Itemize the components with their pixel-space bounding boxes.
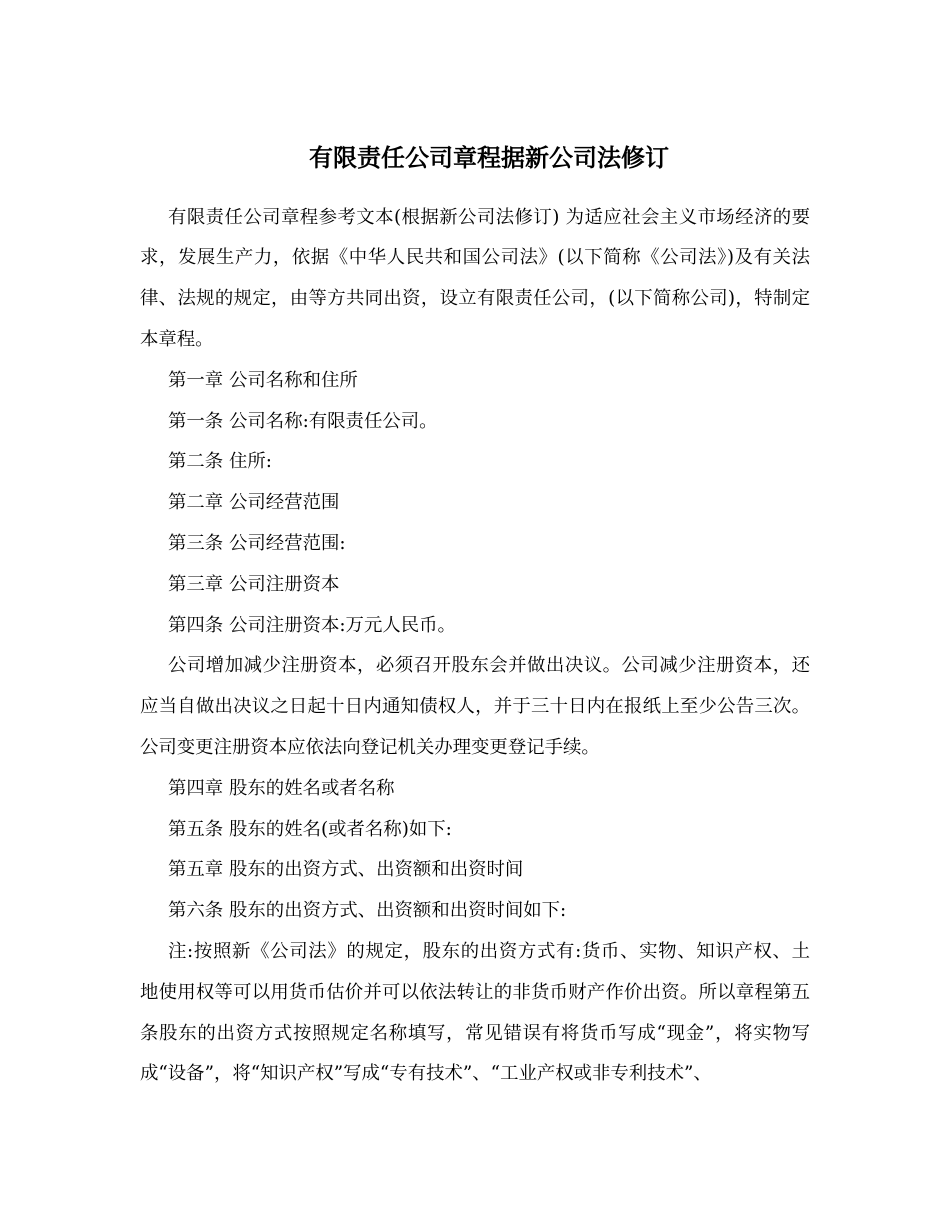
text-line: 律、法规的规定，由等方共同出资，设立有限责任公司，(以下简称公司)，特制定 (140, 288, 810, 310)
text-line: 成“设备”，将“知识产权”写成“专有技术”、“工业产权或非专利技术”、 (140, 1063, 712, 1085)
article: 第一条 公司名称:有限责任公司。 (168, 410, 438, 432)
document-title: 有限责任公司章程据新公司法修订 (309, 143, 669, 172)
document-body (140, 198, 810, 1096)
text-line: 注:按照新《公司法》的规定，股东的出资方式有:货币、实物、知识产权、土 (168, 940, 810, 962)
text-line: 本章程。 (140, 328, 214, 350)
text-line: 应当自做出决议之日起十日内通知债权人，并于三十日内在报纸上至少公告三次。 (140, 696, 810, 718)
article: 第三条 公司经营范围: (168, 532, 346, 554)
chapter-heading: 第四章 股东的姓名或者名称 (168, 777, 395, 799)
chapter-heading: 第二章 公司经营范围 (168, 492, 340, 514)
capital-change-paragraph (140, 646, 810, 768)
article: 第五条 股东的姓名(或者名称)如下: (168, 818, 452, 840)
text-line: 有限责任公司章程参考文本(根据新公司法修订) 为适应社会主义市场经济的要 (168, 206, 810, 228)
article: 第二条 住所: (168, 451, 272, 473)
intro-paragraph (140, 198, 810, 361)
note-paragraph (140, 932, 810, 1095)
text-line: 公司变更注册资本应依法向登记机关办理变更登记手续。 (140, 736, 600, 758)
text-line: 条股东的出资方式按照规定名称填写，常见错误有将货币写成“现金”，将实物写 (140, 1022, 810, 1044)
text-line: 求，发展生产力，依据《中华人民共和国公司法》(以下简称《公司法》)及有关法 (140, 247, 810, 269)
chapter-heading: 第三章 公司注册资本 (168, 573, 340, 595)
chapter-heading: 第一章 公司名称和住所 (168, 369, 358, 391)
article: 第六条 股东的出资方式、出资额和出资时间如下: (168, 900, 567, 922)
text-line: 地使用权等可以用货币估价并可以依法转让的非货币财产作价出资。所以章程第五 (140, 981, 810, 1003)
article: 第四条 公司注册资本:万元人民币。 (168, 614, 456, 636)
text-line: 公司增加减少注册资本，必须召开股东会并做出决议。公司减少注册资本，还 (168, 655, 810, 677)
chapter-heading: 第五章 股东的出资方式、出资额和出资时间 (168, 859, 524, 881)
